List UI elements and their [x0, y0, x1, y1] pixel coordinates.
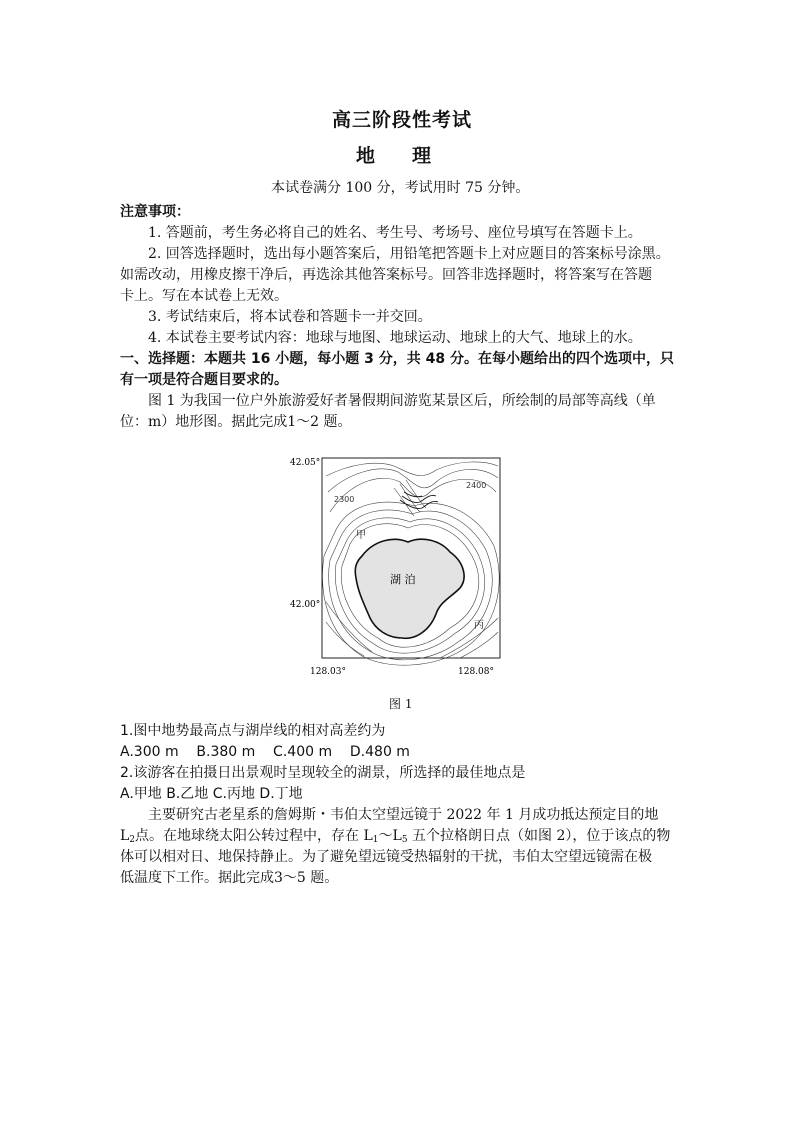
note-item-2-end: 卡上。写在本试卷上无效。	[120, 288, 288, 304]
lat-bottom-label: 42.00°	[290, 600, 321, 610]
question-1: 1.图中地势最高点与湖岸线的相对高差约为	[120, 723, 386, 739]
l-point-post: 五个拉格朗日点（如图 2），位于该点的物	[407, 828, 671, 844]
l-point-text: L	[120, 828, 130, 844]
l-point-mid: 点。在地球绕太阳公转过程中，存在 L	[135, 828, 373, 844]
note-item-4: 4. 本试卷主要考试内容：地球与地图、地球运动、地球上的大气、地球上的水。	[148, 330, 642, 346]
figure-2-intro: 主要研究古老星系的詹姆斯・韦伯太空望远镜于 2022 年 1 月成功抵达预定目的地	[148, 807, 659, 823]
question-2-options: A.甲地 B.乙地 C.丙地 D.丁地	[120, 786, 303, 802]
contour-map	[290, 452, 510, 687]
lake-label: 湖 泊	[390, 573, 416, 586]
point-bing-label: 丙	[474, 620, 484, 631]
contour-label-2300: 2300	[334, 495, 355, 504]
lat-top-label: 42.05°	[290, 458, 321, 468]
figure-2-intro-line-3: 体可以相对日、地保持静止。为了避免望远镜受热辐射的干扰，韦伯太空望远镜需在极	[120, 849, 652, 865]
lon-left-label: 128.03°	[310, 667, 346, 677]
note-item-2-cont: 如需改动，用橡皮擦干净后，再选涂其他答案标号。回答非选择题时，将答案写在答题	[120, 267, 652, 283]
l-point-sub: 2	[129, 835, 136, 845]
section-1-heading: 一、选择题：本题共 16 小题，每小题 3 分，共 48 分。在每小题给出的四个选项中，只	[120, 351, 674, 367]
note-item-3: 3. 考试结束后，将本试卷和答题卡一并交回。	[148, 309, 432, 325]
exam-info: 本试卷满分 100 分，考试用时 75 分钟。	[271, 180, 530, 196]
note-item-2: 2. 回答选择题时，选出每小题答案后，用铅笔把答题卡上对应题目的答案标号涂黑。	[148, 246, 670, 262]
subject-char-2: 理	[412, 145, 433, 167]
l-tilde: ～L	[378, 828, 402, 844]
lon-right-label: 128.08°	[458, 667, 494, 677]
figure-2-intro-line-4: 低温度下工作。据此完成3～5 题。	[120, 870, 339, 886]
l1-sub: 1	[372, 835, 379, 845]
question-2: 2.该游客在拍摄日出景观时呈现较全的湖景，所选择的最佳地点是	[120, 765, 526, 781]
section-1-heading-cont: 有一项是符合题目要求的。	[120, 372, 288, 388]
contour-map-figure	[290, 452, 494, 692]
notes-heading: 注意事项：	[120, 204, 190, 220]
note-item-1: 1. 答题前，考生务必将自己的姓名、考生号、考场号、座位号填写在答题卡上。	[148, 225, 642, 241]
l5-sub: 5	[401, 835, 408, 845]
figure-1-intro-cont: 位：m）地形图。据此完成1～2 题。	[120, 414, 352, 430]
subject-char-1: 地	[356, 145, 377, 167]
point-jia-label: 甲	[356, 530, 366, 541]
figure-1-intro: 图 1 为我国一位户外旅游爱好者暑假期间游览某景区后，所绘制的局部等高线（单	[148, 393, 656, 409]
figure-1-caption: 图 1	[389, 697, 413, 711]
question-1-options: A.300 m B.380 m C.400 m D.480 m	[120, 744, 410, 760]
exam-title: 高三阶段性考试	[332, 109, 473, 131]
contour-label-2400: 2400	[466, 481, 487, 490]
